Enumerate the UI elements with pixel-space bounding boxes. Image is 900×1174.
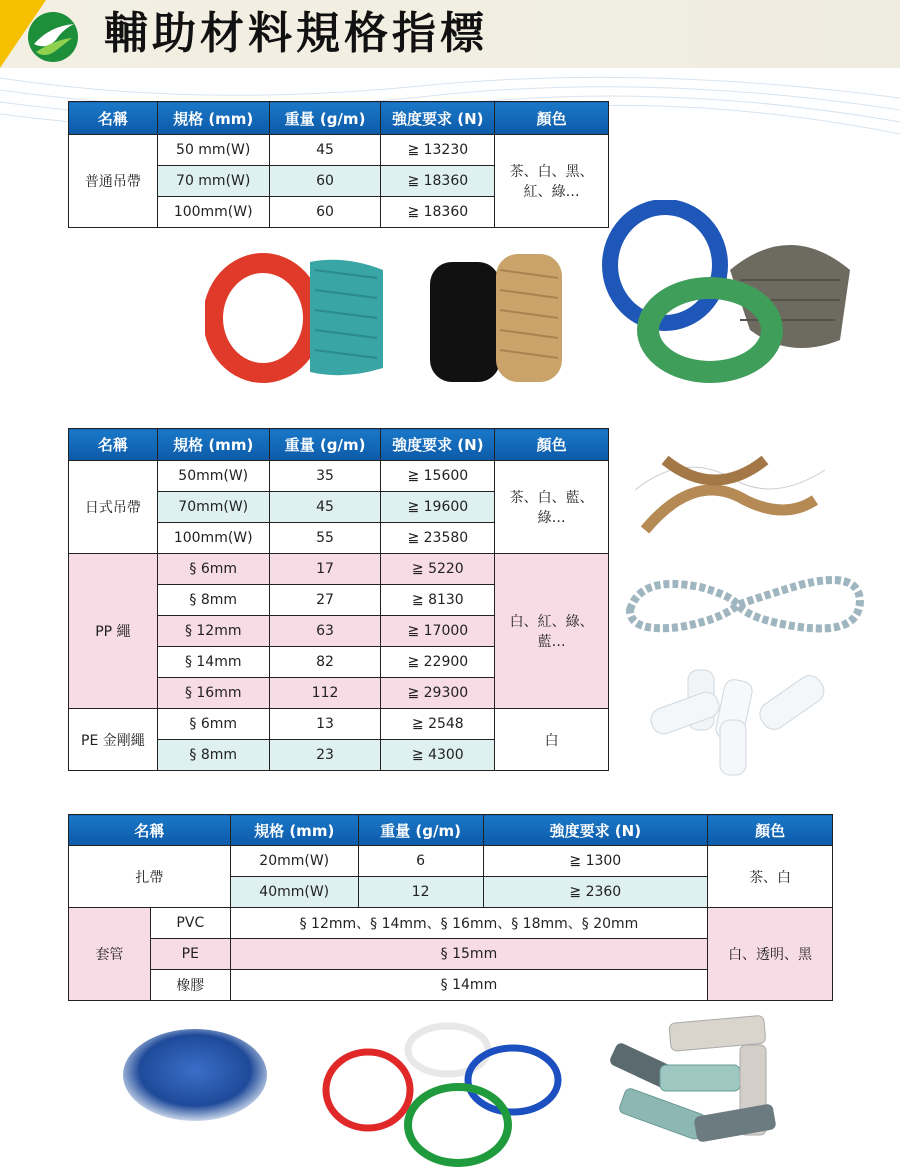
spec-cell: 100mm(W): [157, 523, 269, 554]
weight-cell: 60: [269, 166, 381, 197]
weight-cell: 35: [269, 461, 381, 492]
color-cell: 白: [495, 709, 609, 771]
color-cell: 茶、白: [708, 846, 833, 908]
weight-cell: 63: [269, 616, 381, 647]
photo-sleeve-hoses: [600, 1015, 790, 1165]
table-row: [69, 846, 833, 877]
color-cell: 白、紅、綠、藍…: [495, 554, 609, 709]
weight-cell: 17: [269, 554, 381, 585]
header-name: 名稱: [69, 102, 158, 135]
spec-cell: § 8mm: [157, 740, 269, 771]
spec-cell: § 14mm: [230, 970, 707, 1001]
header-color: 顏色: [708, 815, 833, 846]
strength-cell: ≧ 17000: [381, 616, 495, 647]
header-color: 顏色: [495, 429, 609, 461]
spec-cell: § 14mm: [157, 647, 269, 678]
sleeve-type: 橡膠: [150, 970, 230, 1001]
color-cell: 白、透明、黑: [708, 908, 833, 1001]
header-weight: 重量 (g/m): [269, 429, 381, 461]
leaf-logo-icon: [26, 10, 80, 64]
page-title: 輔助材料規格指標: [104, 8, 488, 59]
spec-cell: 50mm(W): [157, 461, 269, 492]
photo-red-teal-slings: [205, 240, 395, 390]
spec-cell: § 8mm: [157, 585, 269, 616]
header-name: 名稱: [69, 815, 231, 846]
weight-cell: 45: [269, 492, 381, 523]
header-spec: 規格 (mm): [157, 429, 269, 461]
strength-cell: ≧ 23580: [381, 523, 495, 554]
table-japanese-pp-pe: [68, 428, 609, 771]
weight-cell: 45: [269, 135, 381, 166]
spec-cell: § 6mm: [157, 554, 269, 585]
table-row: [69, 709, 609, 740]
spec-cell: 40mm(W): [230, 877, 358, 908]
header-strength: 強度要求 (N): [381, 429, 495, 461]
weight-cell: 6: [358, 846, 483, 877]
table-regular-slings: [68, 101, 609, 228]
strength-cell: ≧ 2360: [483, 877, 708, 908]
photo-tie-straps: [625, 430, 835, 550]
table-row: [69, 908, 833, 939]
spec-cell: 50 mm(W): [157, 135, 269, 166]
color-cell: 茶、白、黑、紅、綠…: [495, 135, 609, 228]
spec-cell: § 12mm: [157, 616, 269, 647]
weight-cell: 82: [269, 647, 381, 678]
header-name: 名稱: [69, 429, 158, 461]
strength-cell: ≧ 22900: [381, 647, 495, 678]
strength-cell: ≧ 18360: [381, 197, 495, 228]
spec-cell: 70mm(W): [157, 492, 269, 523]
strength-cell: ≧ 19600: [381, 492, 495, 523]
table-row: [69, 554, 609, 585]
strength-cell: ≧ 5220: [381, 554, 495, 585]
table-row: [69, 461, 609, 492]
group-name: 日式吊帶: [69, 461, 158, 554]
strength-cell: ≧ 18360: [381, 166, 495, 197]
group-name: 扎帶: [69, 846, 231, 908]
color-cell: 茶、白、藍、綠…: [495, 461, 609, 554]
sleeve-type: PVC: [150, 908, 230, 939]
weight-cell: 60: [269, 197, 381, 228]
spec-cell: 20mm(W): [230, 846, 358, 877]
group-name: 普通吊帶: [69, 135, 158, 228]
weight-cell: 27: [269, 585, 381, 616]
weight-cell: 112: [269, 678, 381, 709]
strength-cell: ≧ 4300: [381, 740, 495, 771]
table-row: [69, 135, 609, 166]
photo-pe-sleeves: [640, 660, 840, 780]
strength-cell: ≧ 8130: [381, 585, 495, 616]
weight-cell: 13: [269, 709, 381, 740]
header-strength: 強度要求 (N): [483, 815, 708, 846]
strength-cell: ≧ 2548: [381, 709, 495, 740]
spec-cell: § 12mm、§ 14mm、§ 16mm、§ 18mm、§ 20mm: [230, 908, 707, 939]
photo-pp-rope-loop: [620, 565, 870, 645]
photo-black-tan-slings: [420, 250, 570, 390]
header-spec: 規格 (mm): [230, 815, 358, 846]
header-strength: 強度要求 (N): [381, 102, 495, 135]
spec-cell: § 6mm: [157, 709, 269, 740]
sleeve-type: PE: [150, 939, 230, 970]
group-name: 套管: [69, 908, 151, 1001]
strength-cell: ≧ 29300: [381, 678, 495, 709]
header-weight: 重量 (g/m): [358, 815, 483, 846]
photo-blue-granules: [120, 1025, 270, 1125]
header-spec: 規格 (mm): [157, 102, 269, 135]
strength-cell: ≧ 13230: [381, 135, 495, 166]
header-weight: 重量 (g/m): [269, 102, 381, 135]
table-ties-sleeves: [68, 814, 833, 1001]
group-name: PE 金剛繩: [69, 709, 158, 771]
spec-cell: 100mm(W): [157, 197, 269, 228]
spec-cell: 70 mm(W): [157, 166, 269, 197]
spec-cell: § 16mm: [157, 678, 269, 709]
strength-cell: ≧ 15600: [381, 461, 495, 492]
weight-cell: 55: [269, 523, 381, 554]
page-header: [0, 0, 900, 68]
strength-cell: ≧ 1300: [483, 846, 708, 877]
spec-cell: § 15mm: [230, 939, 707, 970]
photo-blue-green-brown-slings: [600, 200, 860, 390]
group-name: PP 繩: [69, 554, 158, 709]
photo-colored-ropes: [318, 1020, 568, 1170]
header-color: 顏色: [495, 102, 609, 135]
weight-cell: 12: [358, 877, 483, 908]
weight-cell: 23: [269, 740, 381, 771]
